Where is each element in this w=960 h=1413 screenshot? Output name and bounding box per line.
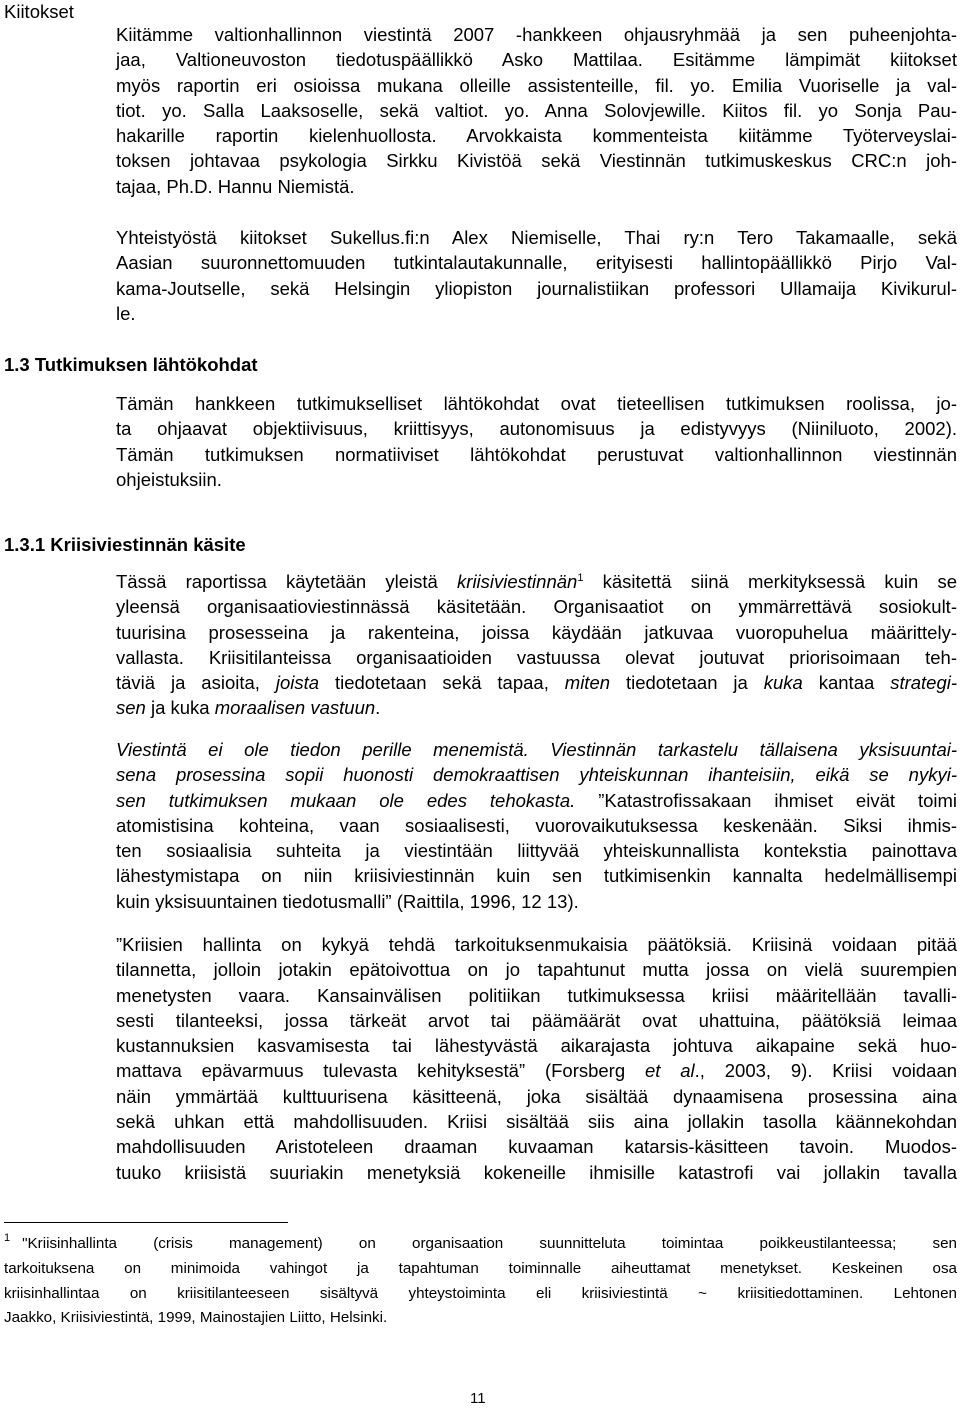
text-line: Tämän tutkimuksen normatiiviset lähtökohdat perustuvat valtionhallinnon viestinnän [116, 443, 957, 465]
text-line: toksen johtavaa psykologia Sirkku Kivistöä sekä Viestinnän tutkimuskeskus CRC:n joh- [116, 150, 957, 172]
text-line: sesti tilanteeksi, jossa tärkeät arvot tai päämäärät ovat uhattuina, päätöksiä leimaa [116, 1009, 957, 1031]
section-1-3-1-paragraph-3 [116, 932, 957, 1185]
text-line: ohjeistuksiin. [116, 468, 222, 490]
footnote-line: tarkoituksena on minimoida vahingot ja tapahtuman toiminnalle aiheuttamat menetykset. Keskeinen osa [4, 1259, 957, 1277]
text-line: atomistisina kohteina, vaan sosiaalisesti, vuorovaikutuksessa keskenään. Siksi ihmis- [116, 814, 957, 836]
text-line: Aasian suuronnettomuuden tutkintalautakunnalle, erityisesti hallintopäällikkö Pirjo Val- [116, 252, 957, 274]
text-line: täviä ja asioita, joista tiedotetaan sekä tapaa, miten tiedotetaan ja kuka kantaa strategi- [116, 672, 958, 694]
text-line: jaa, Valtioneuvoston tiedotuspäällikkö Asko Mattilaa. Esitämme lämpimät kiitokset [116, 49, 957, 71]
footnote [4, 1232, 957, 1331]
footnote-line: Jaakko, Kriisiviestintä, 1999, Mainostajien Liitto, Helsinki. [4, 1309, 388, 1327]
text-line: Kiitämme valtionhallinnon viestintä 2007 -hankkeen ohjausryhmää ja sen puheenjohta- [116, 24, 957, 45]
acknowledgements-paragraph-1 [116, 22, 957, 199]
text-line: tiot. yo. Salla Laaksoselle, sekä valtiot. yo. Anna Solovjewille. Kiitos fil. yo Sonja Pau- [116, 99, 957, 121]
footnote-line: $^1$ "Kriisinhallinta (crisis management) on organisaation suunnitteluta toimintaa poikkeustilanteessa; sen [4, 1232, 957, 1252]
text-line: tuuko kriisistä suuriakin menetyksiä kokeneille ihmisille katastrofi vai jollakin tavalla [116, 1161, 957, 1183]
footnote-marker: 1 [4, 1232, 11, 1244]
text-line: mahdollisuuden Aristoteleen draaman kuvaaman katarsis-käsitteen tavoin. Muodos- [116, 1136, 957, 1158]
text-line: ta ohjaavat objektiivisuus, kriittisyys, autonomisuus ja edistyvyys (Niiniluoto, 2002). [116, 418, 957, 440]
text-line: vallasta. Kriisitilanteissa organisaatioiden vastuussa olevat joutuvat priorisoimaan teh- [116, 646, 957, 668]
footnote-line: kriisinhallintaa on kriisitilanteeseen sisältyvä yhteystoiminta eli kriisiviestintä ~ kriisitiedottaminen. Lehtonen [4, 1284, 957, 1302]
text-line: sekä uhkan että mahdollisuuden. Kriisi sisältää siis aina jollakin tasolla käännekohdan [116, 1111, 957, 1133]
text-line: Viestintä ei ole tiedon perille menemistä. Viestinnän tarkastelu tällaisena yksisuuntai- [116, 739, 957, 760]
footnote-ref: 1 [577, 572, 584, 584]
text-line: menetysten vaara. Kansainvälisen politiikan tutkimuksessa kriisi määritellään tavalli- [116, 984, 957, 1006]
section-1-3-1-paragraph-2 [116, 737, 957, 914]
text-line: kuin yksisuuntainen tiedotusmalli” (Raittila, 1996, 12 13). [116, 890, 579, 912]
text-line: kustannuksien kasvamisesta tai lähestyvästä aikarajasta johtuva aikapaine sekä huo- [116, 1035, 957, 1057]
acknowledgements-paragraph-2 [116, 225, 957, 326]
text-line: le. [116, 302, 136, 324]
text-line: ”Kriisien hallinta on kykyä tehdä tarkoituksenmukaisia päätöksiä. Kriisinä voidaan pitää [116, 934, 957, 955]
term-kriisiviestinnan: kriisiviestinnän [457, 571, 578, 592]
footnote-separator [4, 1222, 288, 1223]
margin-heading-kiitokset: Kiitokset [4, 1, 74, 22]
section-1-3-paragraph [116, 391, 957, 492]
text-line: kama-Joutselle, sekä Helsingin yliopiston journalistiikan professori Ullamaija Kivikurul- [116, 277, 957, 299]
text-line: sen ja kuka moraalisen vastuun. [116, 697, 381, 719]
text-line: sen tutkimuksen mukaan ole edes tehokasta. ”Katastrofissakaan ihmiset eivät toimi [116, 789, 958, 811]
text-line: hakarille raportin kielenhuollosta. Arvokkaista kommenteista kiitämme Työterveyslai- [116, 125, 957, 147]
text-line: Tässä raportissa käytetään yleistä kriisiviestinnän$^1$ käsitettä siinä merkityksessä kuin se [116, 571, 958, 592]
text-line: lähestymistapa on niin kriisiviestinnän kuin sen tutkimisenkin kannalta hedelmällisempi [116, 865, 957, 887]
text-line: tajaa, Ph.D. Hannu Niemistä. [116, 175, 355, 197]
text-line: näin ymmärtää kulttuurisena käsitteenä, joka sisältää dynaamisena prosessina aina [116, 1085, 957, 1107]
page-number: 11 [470, 1390, 486, 1407]
text-line: sena prosessina sopii huonosti demokraattisen yhteiskunnan ihanteisiin, eikä se nykyi- [116, 764, 957, 786]
section-heading-1-3-1: 1.3.1 Kriisiviestinnän käsite [4, 534, 246, 555]
text-line: tuurisina prosesseina ja rakenteina, joissa käydään jatkuvaa vuoropuhelua määrittely- [116, 621, 957, 643]
section-1-3-1-paragraph-1 [116, 569, 957, 721]
section-heading-1-3: 1.3 Tutkimuksen lähtökohdat [4, 354, 258, 375]
text-line: mattava epävarmuus tulevasta kehityksestä” (Forsberg et al., 2003, 9). Kriisi voidaan [116, 1060, 958, 1082]
text-line: Yhteistyöstä kiitokset Sukellus.fi:n Alex Niemiselle, Thai ry:n Tero Takamaalle, sekä [116, 227, 957, 248]
text-line: Tämän hankkeen tutkimukselliset lähtökohdat ovat tieteellisen tutkimuksen roolissa, jo- [116, 393, 957, 414]
text-line: tilannetta, jolloin jotakin epätoivottua on jo tapahtunut mutta jossa on vielä suurempien [116, 959, 957, 981]
text-line: ten sosiaalisia suhteita ja viestintään liittyvää yhteiskunnallista kontekstia painottava [116, 840, 957, 862]
text-line: myös raportin eri osioissa mukana olleille assistenteille, fil. yo. Emilia Vuoriselle ja val- [116, 74, 957, 96]
text-line: yleensä organisaatioviestinnässä käsitetään. Organisaatiot on ymmärrettävä sosiokult- [116, 596, 957, 618]
